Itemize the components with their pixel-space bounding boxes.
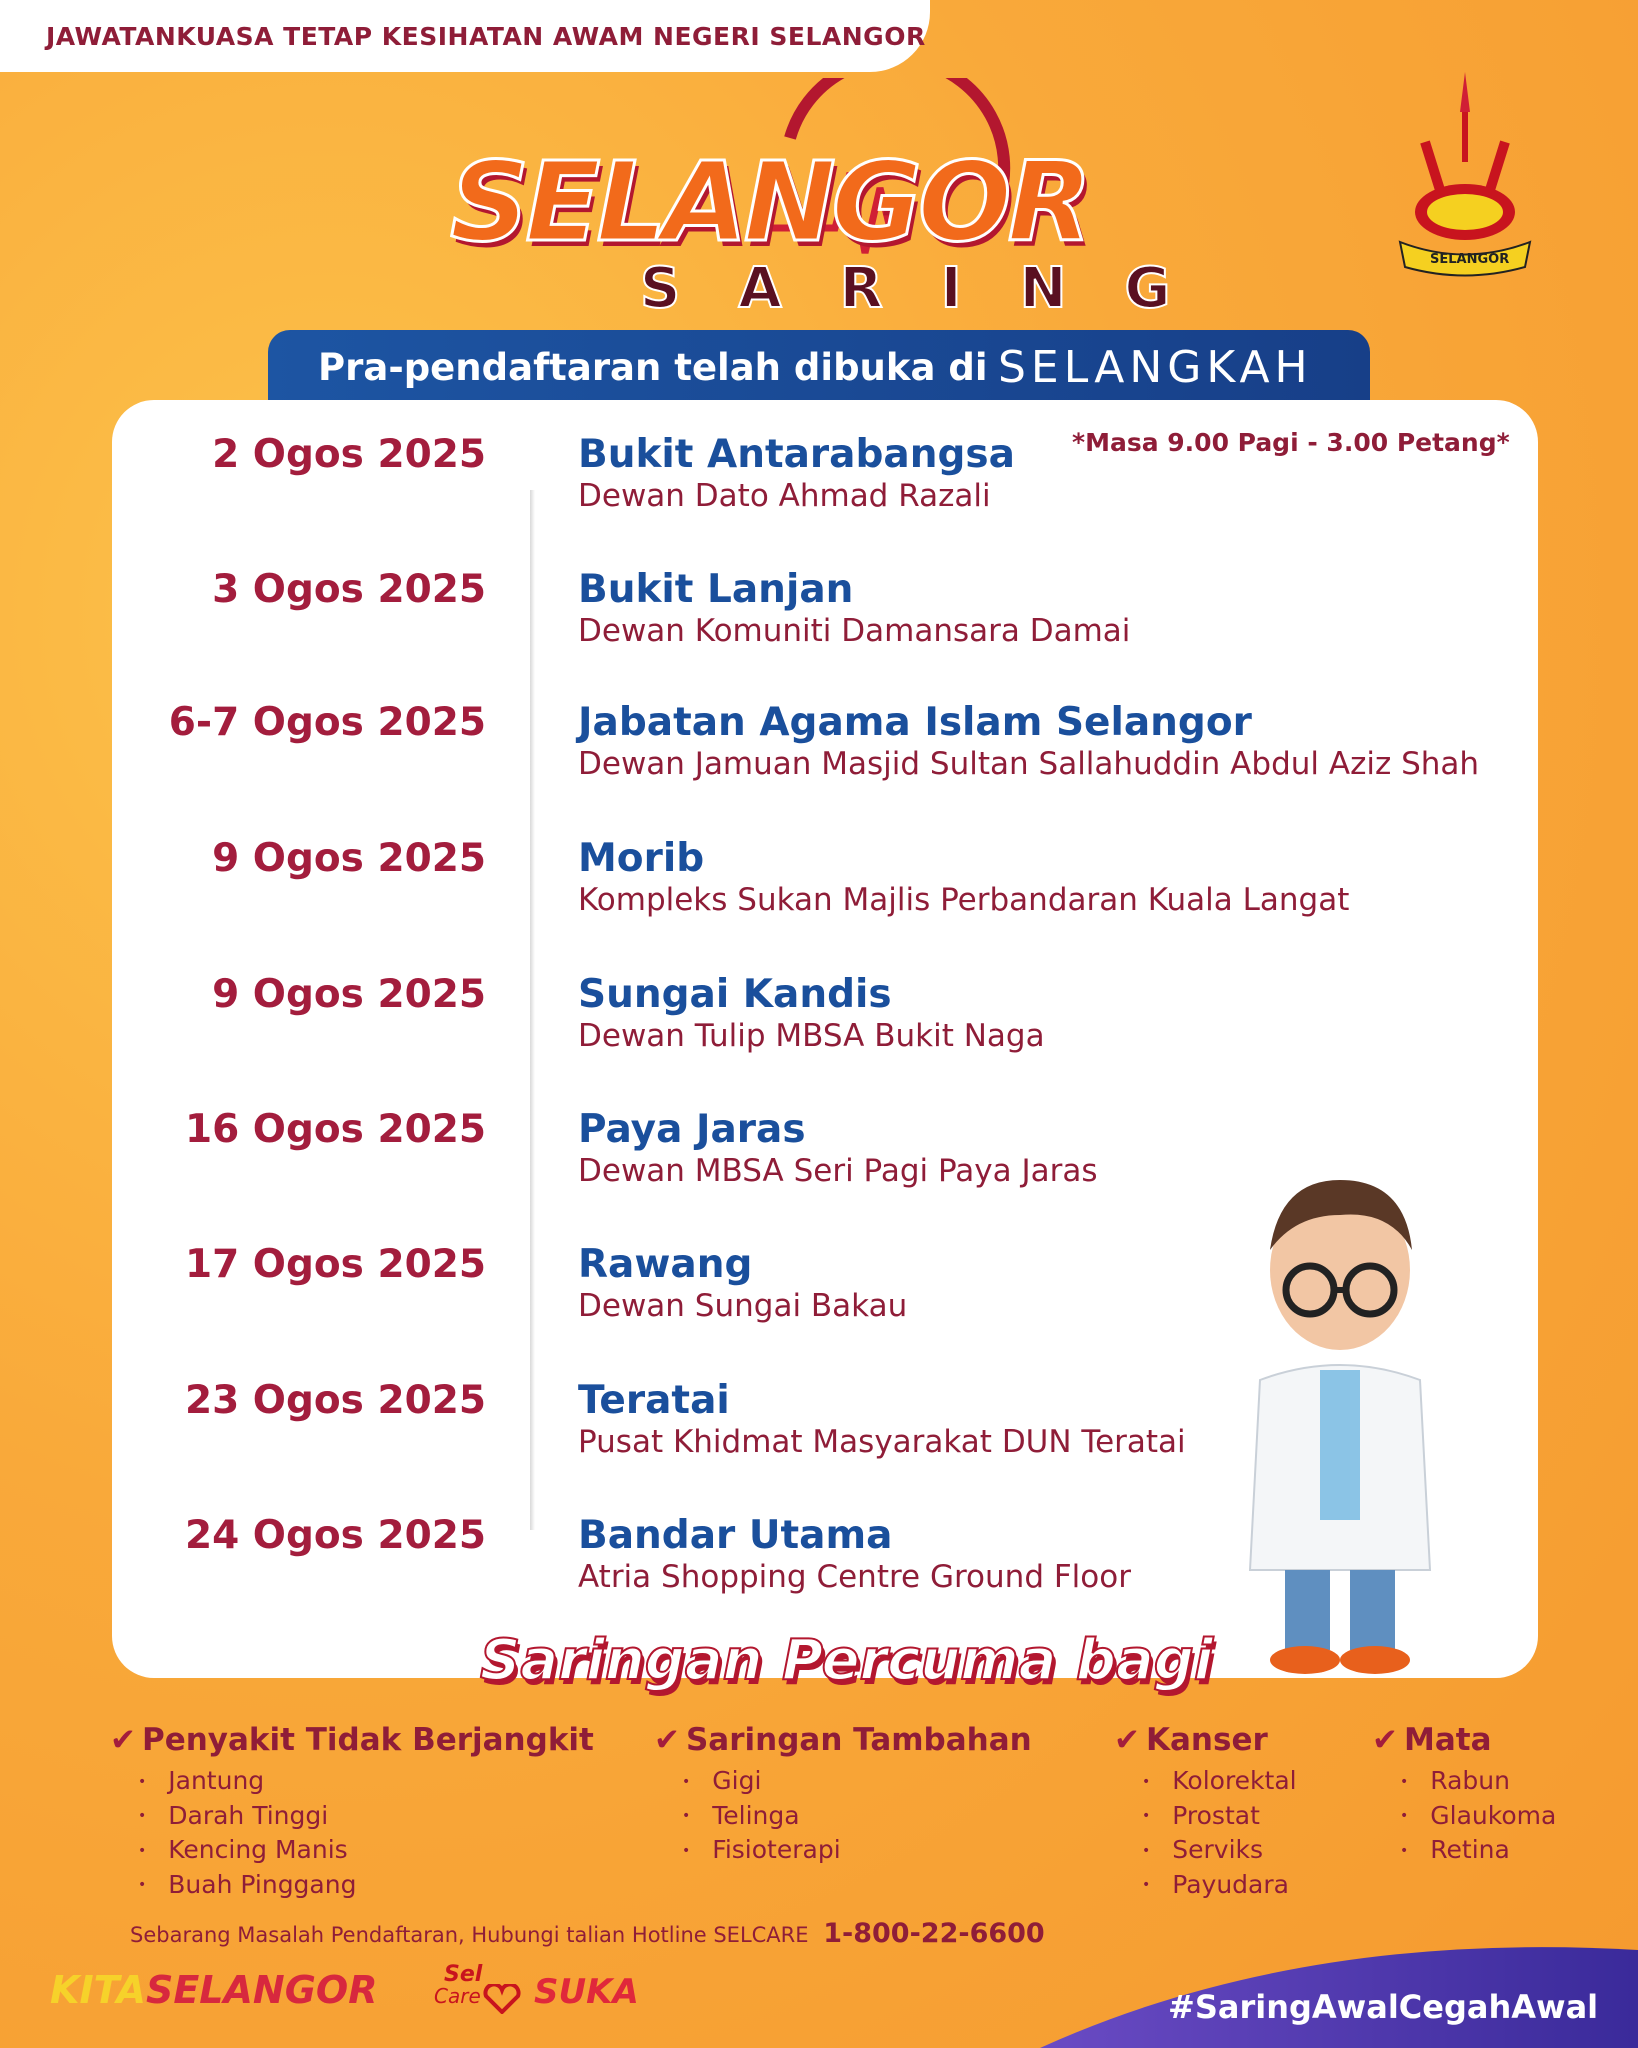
event-date: 17 Ogos 2025 [184,1242,486,1287]
event-venue: Dewan Dato Ahmad Razali [578,478,991,514]
org-name: JAWATANKUASA TETAP KESIHATAN AWAM NEGERI SELANGOR [46,22,926,51]
category-item: • Buah Pinggang [138,1868,594,1903]
event-location: Teratai [578,1378,730,1423]
time-note: *Masa 9.00 Pagi - 3.00 Petang* [1072,428,1510,457]
event-date: 2 Ogos 2025 [212,432,486,477]
hotline-text: Sebarang Masalah Pendaftaran, Hubungi talian Hotline SELCARE [130,1923,809,1947]
schedule-row [0,567,1638,677]
kita-text: KITA [50,1968,146,2012]
selangor-crest [1390,72,1540,282]
check-icon: ✔ [110,1722,136,1758]
doctor-mascot [1240,1170,1440,1680]
event-location: Jabatan Agama Islam Selangor [578,700,1252,745]
event-date: 24 Ogos 2025 [184,1513,486,1558]
event-venue: Dewan MBSA Seri Pagi Paya Jaras [578,1153,1098,1189]
category-item: • Darah Tinggi [138,1799,594,1834]
category-item: • Kencing Manis [138,1833,594,1868]
heart-icon [482,1984,522,2014]
registration-banner [268,330,1370,406]
event-location: Paya Jaras [578,1107,806,1152]
selcare-logo [432,1962,522,2022]
selangor-saring-logo [440,78,1229,323]
event-venue: Dewan Sungai Bakau [578,1288,908,1324]
crest-icon [1390,72,1540,282]
event-venue: Pusat Khidmat Masyarakat DUN Teratai [578,1424,1186,1460]
category-item: • Jantung [138,1764,594,1799]
category-title: Penyakit Tidak Berjangkit [141,1722,594,1758]
category-item: • Retina [1400,1833,1556,1868]
event-venue: Dewan Tulip MBSA Bukit Naga [578,1018,1045,1054]
logo-sub-text: SARING [640,256,1229,321]
header-bar [0,0,930,72]
event-location: Sungai Kandis [578,972,892,1017]
event-venue: Dewan Komuniti Damansara Damai [578,613,1131,649]
category-item: • Gigi [682,1764,1032,1799]
selangor-text: SELANGOR [145,1968,378,2012]
event-date: 16 Ogos 2025 [184,1107,486,1152]
event-venue: Dewan Jamuan Masjid Sultan Sallahuddin Abdul Aziz Shah [578,746,1480,782]
category-item: • Glaukoma [1400,1799,1556,1834]
free-screening-title: Saringan Percuma bagi [480,1628,1214,1693]
category-ncd [110,1722,594,1902]
event-location: Morib [578,836,705,881]
event-venue: Kompleks Sukan Majlis Perbandaran Kuala Langat [578,882,1350,918]
category-item: • Rabun [1400,1764,1556,1799]
category-eye [1372,1722,1556,1868]
check-icon: ✔ [1372,1722,1398,1758]
selcare-top: Sel [444,1962,483,1987]
check-icon: ✔ [654,1722,680,1758]
category-cancer [1114,1722,1297,1902]
category-item: • Prostat [1142,1799,1297,1834]
check-icon: ✔ [1114,1722,1140,1758]
hotline-number[interactable]: 1-800-22-6600 [823,1918,1045,1949]
event-date: 9 Ogos 2025 [212,836,486,881]
category-title: Kanser [1145,1722,1268,1758]
schedule-row [0,972,1638,1082]
category-item: • Payudara [1142,1868,1297,1903]
suka-logo: SUKA [534,1972,639,2012]
category-item: • Serviks [1142,1833,1297,1868]
selangkah-brand: SELANGKAH [998,342,1313,393]
category-additional [654,1722,1032,1868]
event-location: Bukit Antarabangsa [578,432,1015,477]
kita-selangor-logo [50,1968,377,2012]
event-location: Bukit Lanjan [578,567,854,612]
logo-main-text: SELANGOR [450,138,1089,266]
category-title: Mata [1403,1722,1492,1758]
category-title: Saringan Tambahan [685,1722,1032,1758]
doctor-icon [1240,1170,1440,1680]
schedule-row [0,836,1638,946]
event-location: Bandar Utama [578,1513,893,1558]
banner-text: Pra-pendaftaran telah dibuka di [318,346,988,389]
category-item: • Telinga [682,1799,1032,1834]
hashtag: #SaringAwalCegahAwal [1168,1988,1599,2026]
event-date: 6-7 Ogos 2025 [168,700,486,745]
schedule-row [0,432,1638,542]
event-date: 3 Ogos 2025 [212,567,486,612]
event-venue: Atria Shopping Centre Ground Floor [578,1559,1131,1595]
category-item: • Kolorektal [1142,1764,1297,1799]
crest-label: SELANGOR [1430,252,1510,267]
event-location: Rawang [578,1242,753,1287]
schedule-row [0,700,1638,810]
selcare-bottom: Care [434,1984,481,2008]
category-item: • Fisioterapi [682,1833,1032,1868]
event-date: 23 Ogos 2025 [184,1378,486,1423]
event-date: 9 Ogos 2025 [212,972,486,1017]
